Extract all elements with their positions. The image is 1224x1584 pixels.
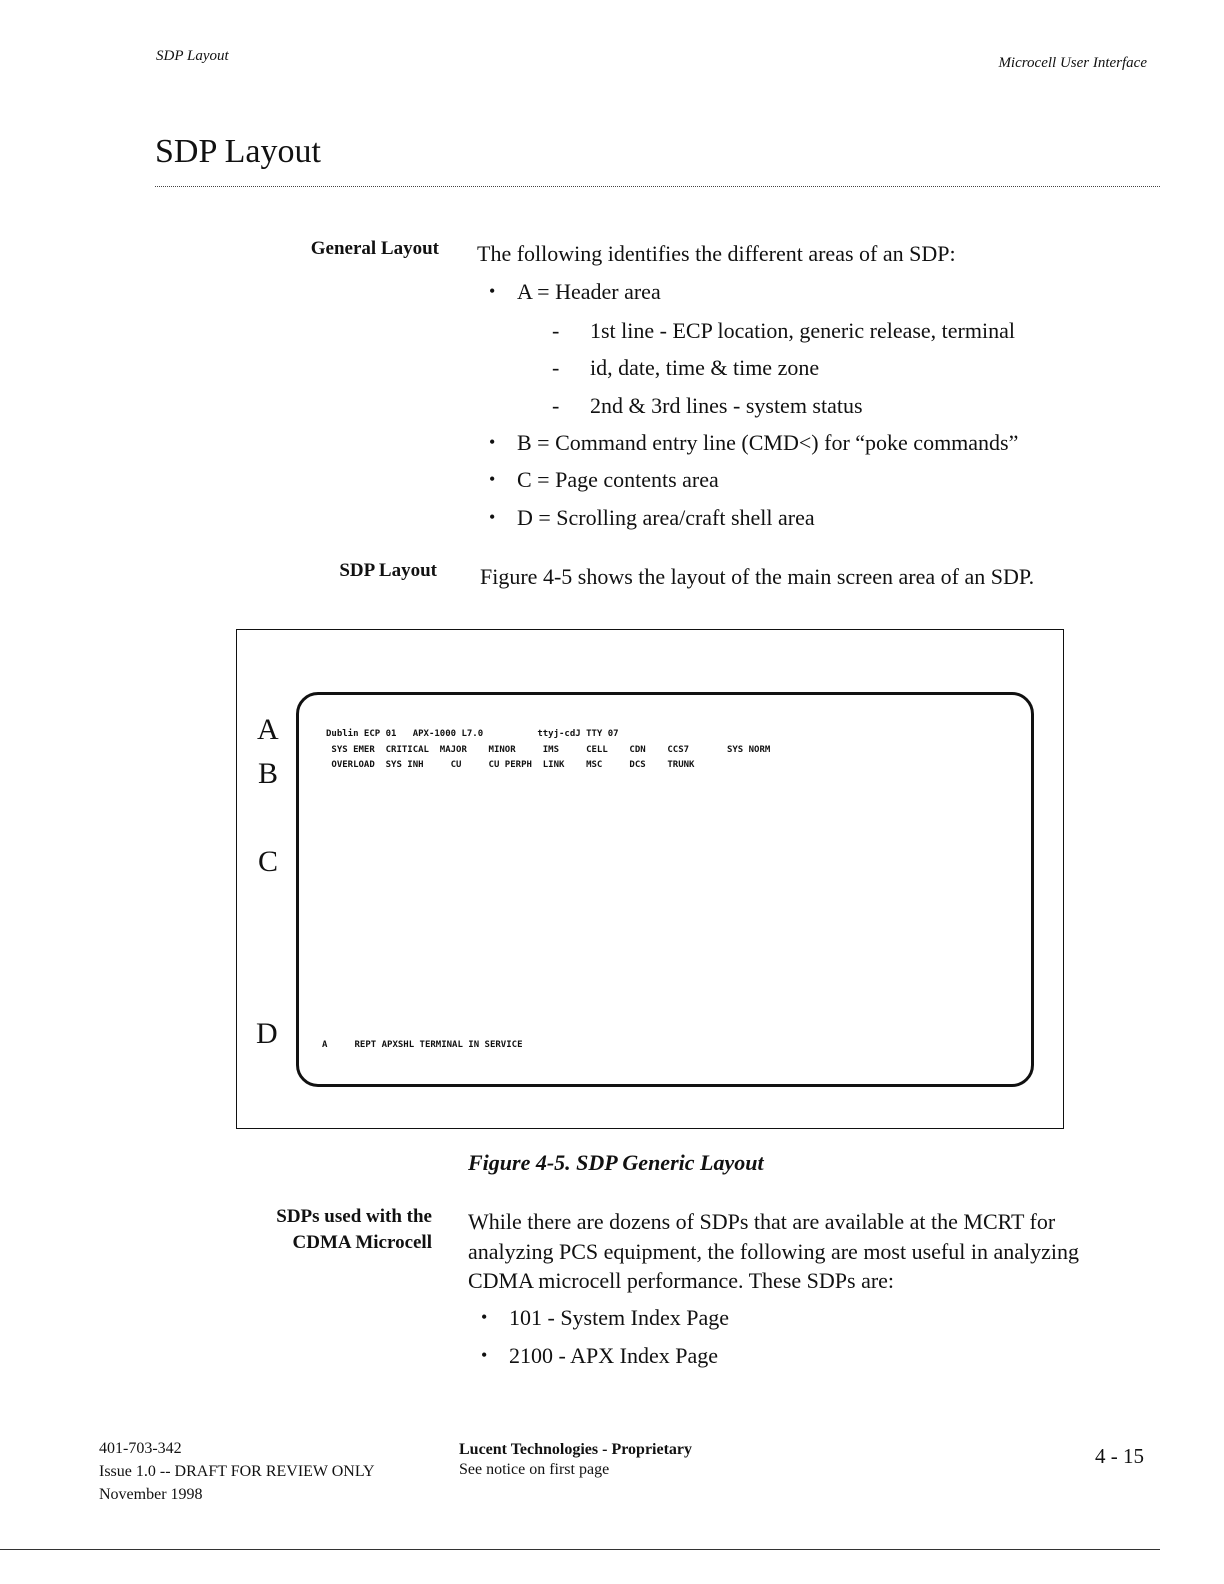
side-heading-sdp-layout: SDP Layout [339, 560, 437, 581]
footer-notice: See notice on first page [459, 1461, 610, 1478]
sdps-para-line-1: While there are dozens of SDPs that are available at the MCRT for [468, 1209, 1056, 1234]
sub-item-1: - 1st line - ECP location, generic release, terminal [590, 318, 1015, 344]
footer-doc-number: 401-703-342 [99, 1440, 182, 1457]
sub-item-3: - 2nd & 3rd lines - system status [590, 393, 863, 419]
figure-caption: Figure 4-5. SDP Generic Layout [468, 1150, 764, 1175]
page-number: 4 - 15 [1095, 1444, 1144, 1468]
area-label-b: B [258, 757, 279, 790]
scroll-line: A REPT APXSHL TERMINAL IN SERVICE [322, 1040, 523, 1050]
title-rule [155, 186, 1160, 187]
bullet-scrolling-area: • D = Scrolling area/craft shell area [517, 505, 815, 531]
bottom-rule [0, 1549, 1160, 1550]
footer-proprietary: Lucent Technologies - Proprietary [459, 1441, 693, 1458]
sdps-para-line-2: analyzing PCS equipment, the following are most useful in analyzing [468, 1239, 1079, 1264]
sdp-layout-text: Figure 4-5 shows the layout of the main screen area of an SDP. [480, 564, 1035, 589]
bullet-page-contents: • C = Page contents area [517, 467, 719, 493]
sdps-para-line-3: CDMA microcell performance. These SDPs are: [468, 1268, 895, 1293]
page-title: SDP Layout [155, 133, 321, 170]
footer-issue: Issue 1.0 -- DRAFT FOR REVIEW ONLY [99, 1463, 375, 1480]
sdp-item-2100: • 2100 - APX Index Page [509, 1343, 718, 1369]
general-intro: The following identifies the different areas of an SDP: [477, 241, 956, 266]
footer-date: November 1998 [99, 1486, 203, 1503]
screen-line-3: OVERLOAD SYS INH CU CU PERPH LINK MSC DCS TRUNK [326, 760, 695, 770]
bullet-command-line: • B = Command entry line (CMD<) for “poke commands” [517, 430, 1018, 456]
running-header-left: SDP Layout [156, 48, 229, 64]
sdp-item-101: • 101 - System Index Page [509, 1305, 729, 1331]
screen-line-1: Dublin ECP 01 APX-1000 L7.0 ttyj-cdJ TTY 07 [326, 729, 619, 739]
running-header-right: Microcell User Interface [998, 55, 1147, 71]
area-label-a: A [257, 713, 279, 746]
screen-line-2: SYS EMER CRITICAL MAJOR MINOR IMS CELL CDN CCS7 SYS NORM [326, 745, 771, 755]
side-heading-sdps-line2: CDMA Microcell [292, 1232, 432, 1253]
side-heading-sdps-line1: SDPs used with the [276, 1206, 432, 1227]
bullet-header-area: • A = Header area [517, 279, 661, 305]
area-label-d: D [256, 1017, 278, 1050]
side-heading-general-layout: General Layout [310, 238, 439, 259]
area-label-c: C [258, 845, 279, 878]
sub-item-2: - id, date, time & time zone [590, 355, 819, 381]
